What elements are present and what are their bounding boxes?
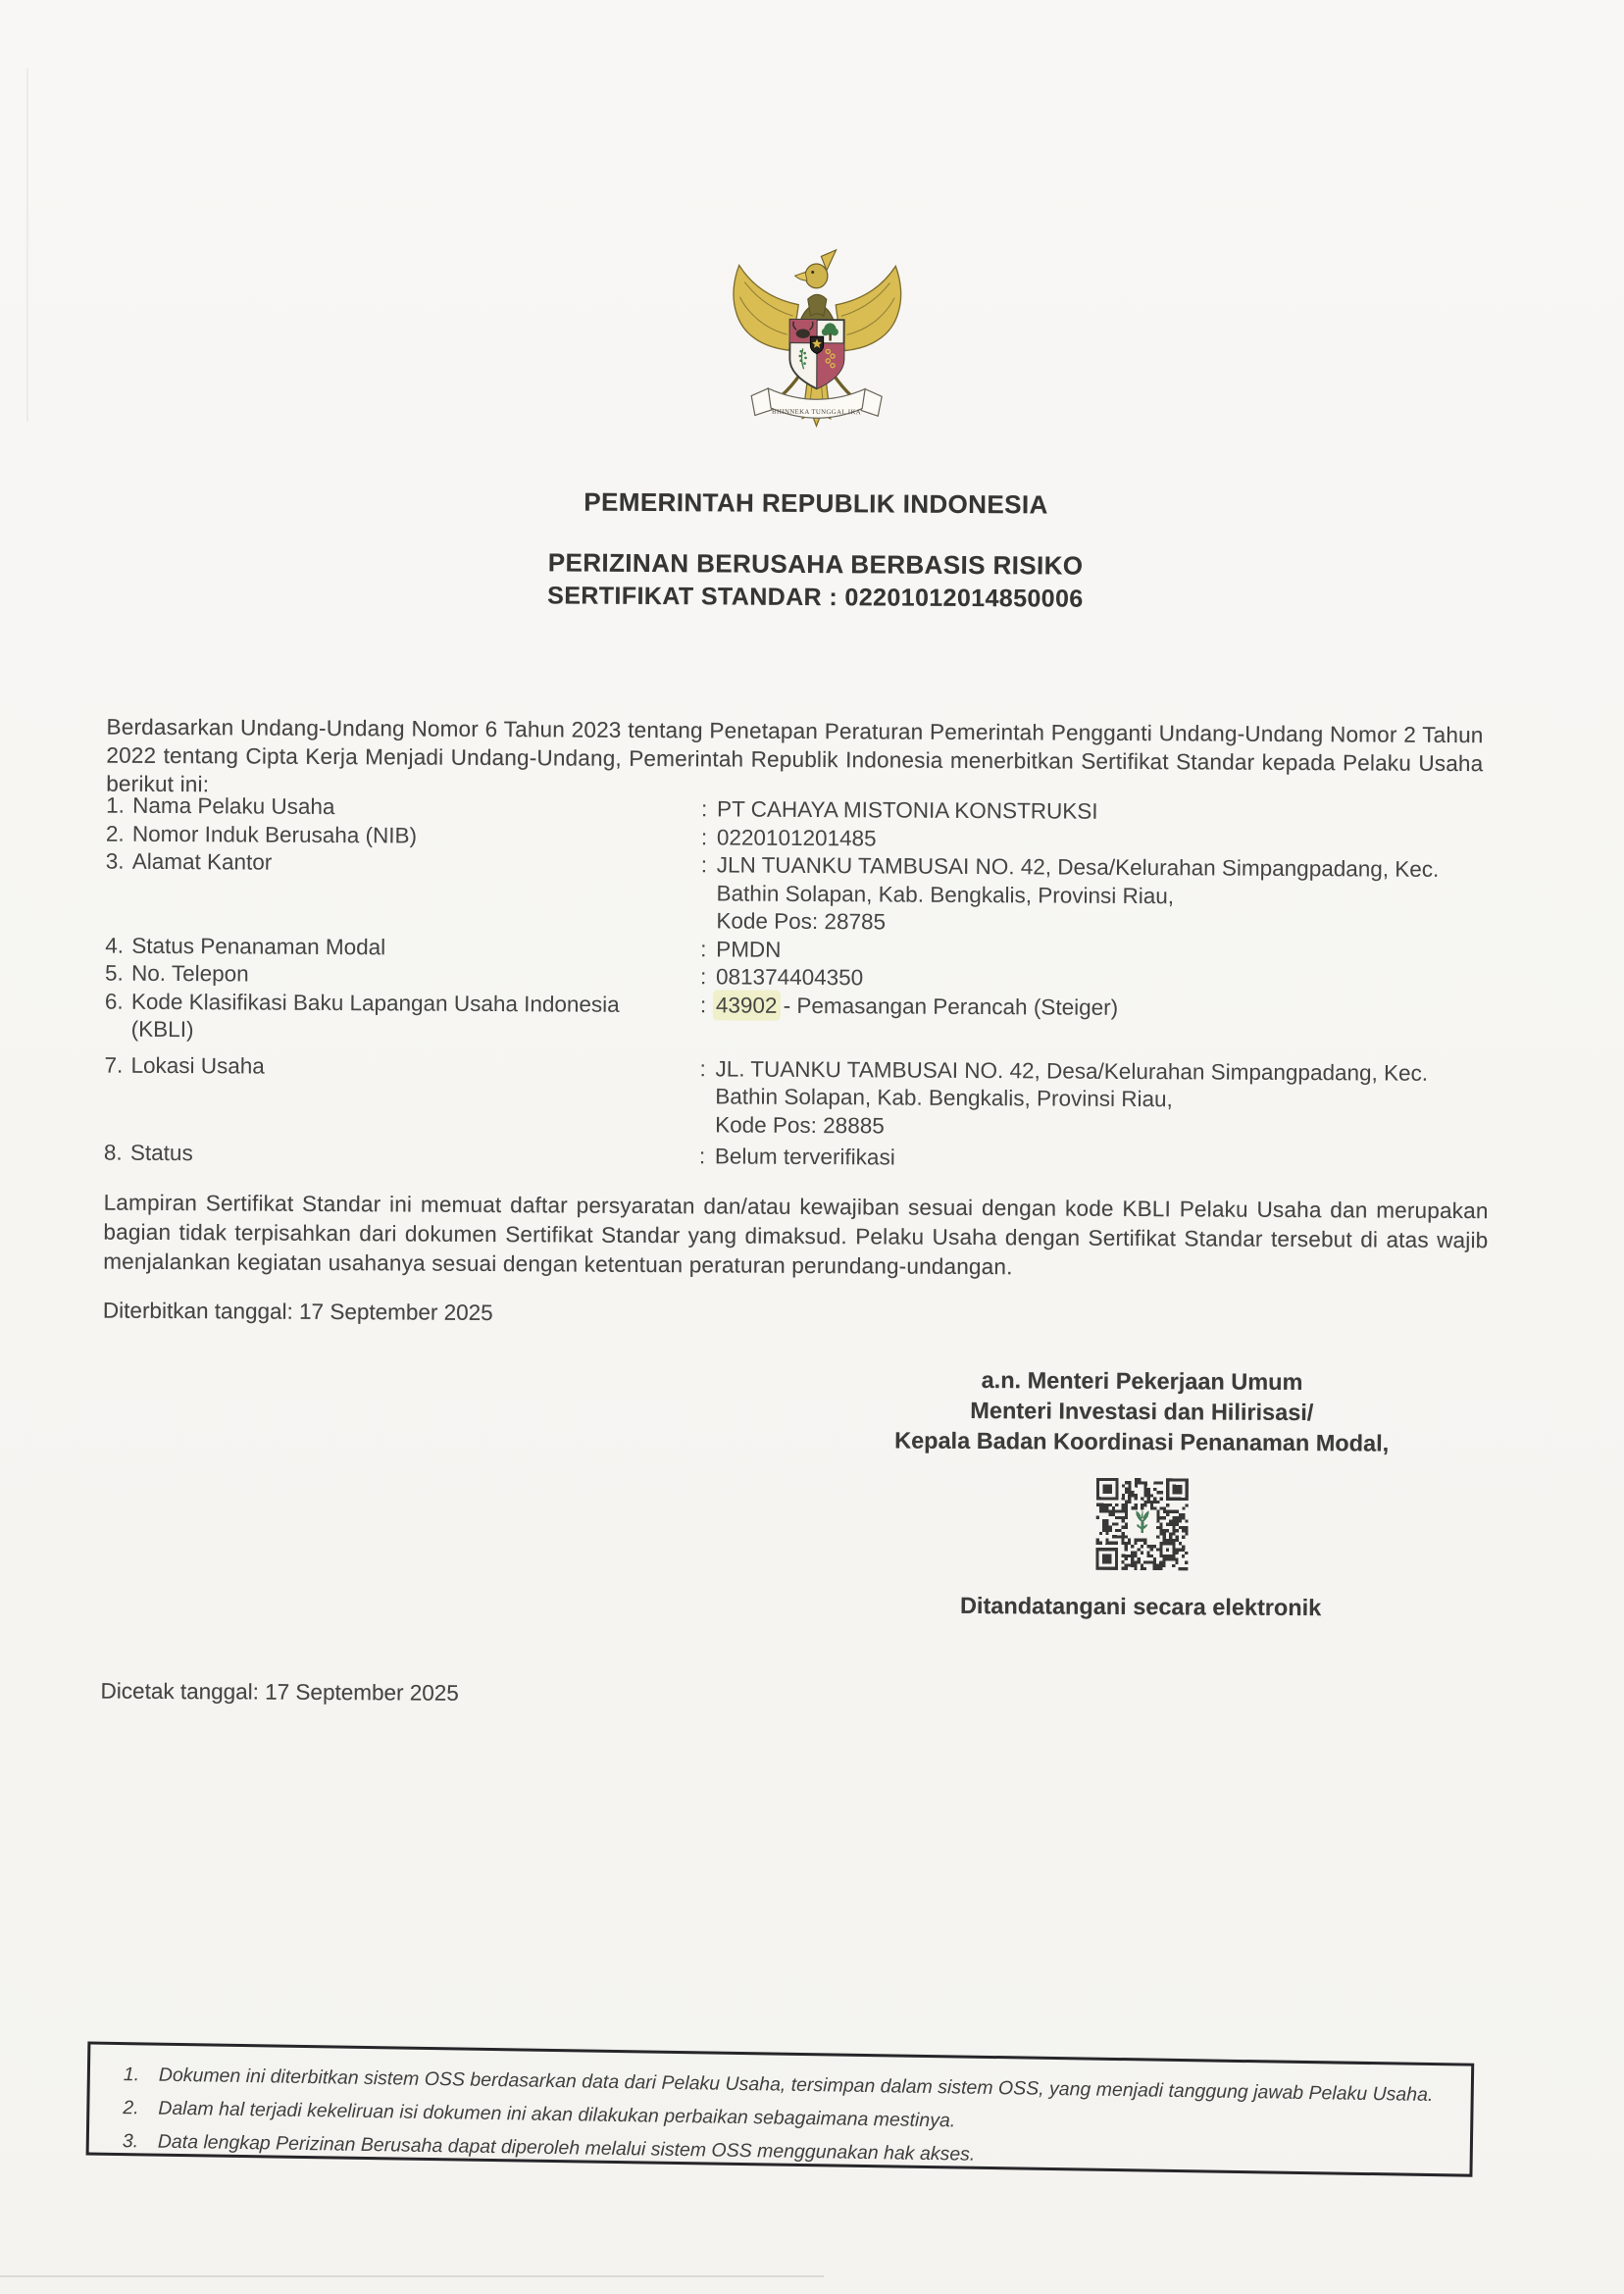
field-value-business-location: JL. TUANKU TAMBUSAI NO. 42, Desa/Kelurahan Simpangpadang, Kec. Bathin Solapan, Kab. Bengkalis, Provinsi Riau, Kode Pos: 28885 (715, 1055, 1429, 1138)
field-row-lokasi-usaha (104, 1051, 1518, 1144)
closing-paragraph: Lampiran Sertifikat Standar ini memuat daftar persyaratan dan/atau kewajiban sesuai dengan kode KBLI Pelaku Usaha dan merupakan bagian tidak terpisahkan dari dokumen Sertifikat Standar yang dimaksud. Pelaku Usaha dengan Sertifikat Standar tersebut di atas wajib menjalankan kegiatan usahanya sesuai dengan ketentuan peraturan perundang-undangan. (103, 1190, 1489, 1280)
field-value-verification-status: Belum terverifikasi (714, 1144, 895, 1170)
field-number: 8. (103, 1140, 123, 1165)
scan-artifact-line (0, 2275, 824, 2277)
field-label: Alamat Kantor (131, 848, 273, 875)
signature-line-2: Menteri Investasi dan Hilirisasi/ (970, 1397, 1314, 1426)
field-number: 2. (105, 821, 125, 846)
signature-line-1: a.n. Menteri Pekerjaan Umum (981, 1367, 1303, 1396)
field-value-kbli (716, 992, 1519, 1052)
scan-artifact-edge (26, 69, 28, 422)
program-title: PERIZINAN BERUSAHA BERBASIS RISIKO (547, 547, 1084, 581)
colon-separator: : (700, 852, 708, 878)
kbli-code-highlighted: 43902 (715, 992, 778, 1018)
footer-notes-box (86, 2042, 1475, 2177)
field-label: Nomor Induk Berusaha (NIB) (131, 821, 418, 848)
qr-code (1095, 1478, 1189, 1571)
note-text: Data lengkap Perizinan Berusaha dapat diperoleh melalui sistem OSS menggunakan hak akses. (157, 2130, 976, 2166)
field-row-status (104, 1140, 1518, 1176)
field-label: Lokasi Usaha (130, 1052, 265, 1079)
field-label: Status Penanaman Modal (131, 933, 386, 959)
field-row-alamat-kantor (105, 848, 1519, 941)
field-number: 5. (104, 960, 124, 986)
emblem-motto-text: BHINNEKA TUNGGAL IKA (772, 408, 862, 417)
field-label: Status (129, 1140, 193, 1166)
field-row-kbli (105, 988, 1519, 1052)
field-value-investment-status: PMDN (716, 936, 782, 962)
field-number: 6. (104, 989, 124, 1014)
field-number: 7. (104, 1052, 124, 1078)
issued-date: Diterbitkan tanggal: 17 September 2025 (102, 1298, 493, 1326)
note-number: 3. (122, 2130, 139, 2153)
garuda-emblem-graphic (723, 244, 910, 441)
colon-separator: : (699, 992, 707, 1017)
field-number: 1. (106, 792, 125, 818)
colon-separator: : (700, 824, 708, 849)
field-number: 3. (105, 848, 125, 874)
colon-separator: : (699, 1055, 706, 1081)
printed-date: Dicetak tanggal: 17 September 2025 (100, 1678, 459, 1706)
colon-separator: : (699, 964, 707, 990)
qr-center-logo (1136, 1509, 1149, 1532)
kbli-description: - Pemasangan Perancah (Steiger) (777, 993, 1119, 1020)
field-value-company-name: PT CAHAYA MISTONIA KONSTRUKSI (717, 796, 1098, 824)
government-title: PEMERINTAH REPUBLIK INDONESIA (584, 486, 1048, 520)
field-value-phone: 081374404350 (715, 964, 864, 991)
intro-paragraph: Berdasarkan Undang-Undang Nomor 6 Tahun 2023 tentang Penetapan Peraturan Pemerintah Pengganti Undang-Undang Nomor 2 Tahun 2022 tentang Cipta Kerja Menjadi Undang-Undang, Pemerintah Republik Indonesia menerbitkan Sertifikat Standar kepada Pelaku Usaha berikut ini: (106, 714, 1484, 797)
colon-separator: : (698, 1144, 706, 1169)
colon-separator: : (700, 936, 707, 961)
electronic-signature-caption: Ditandatangani secara elektronik (959, 1592, 1322, 1621)
note-text: Dalam hal terjadi kekeliruan isi dokumen ini akan dilakukan perbaikan sebagaimana mestinya. (158, 2097, 956, 2132)
signature-line-3: Kepala Badan Koordinasi Penanaman Modal, (894, 1427, 1390, 1456)
certificate-number-title: SERTIFIKAT STANDAR : 02201012014850006 (547, 582, 1084, 613)
colon-separator: : (701, 796, 708, 822)
field-value-nib: 0220101201485 (716, 824, 877, 850)
field-label: No. Telepon (130, 960, 249, 987)
note-number: 1. (123, 2064, 140, 2086)
field-number: 4. (105, 933, 125, 958)
note-text: Dokumen ini diterbitkan sistem OSS berdasarkan data dari Pelaku Usaha, tersimpan dalam sistem OSS, yang menjadi tanggung jawab Pelaku Usaha. (158, 2064, 1434, 2107)
field-value-office-address: JLN TUANKU TAMBUSAI NO. 42, Desa/Kelurahan Simpangpadang, Kec. Bathin Solapan, Kab. Bengkalis, Provinsi Riau, Kode Pos: 28785 (716, 852, 1440, 935)
field-label: Nama Pelaku Usaha (132, 792, 335, 820)
garuda-pancasila-emblem (723, 244, 910, 443)
business-fields-list (104, 792, 1520, 1176)
field-label: Kode Klasifikasi Baku Lapangan Usaha Indonesia (KBLI) (130, 989, 620, 1043)
note-number: 2. (123, 2097, 139, 2119)
signature-block (845, 1364, 1439, 1459)
